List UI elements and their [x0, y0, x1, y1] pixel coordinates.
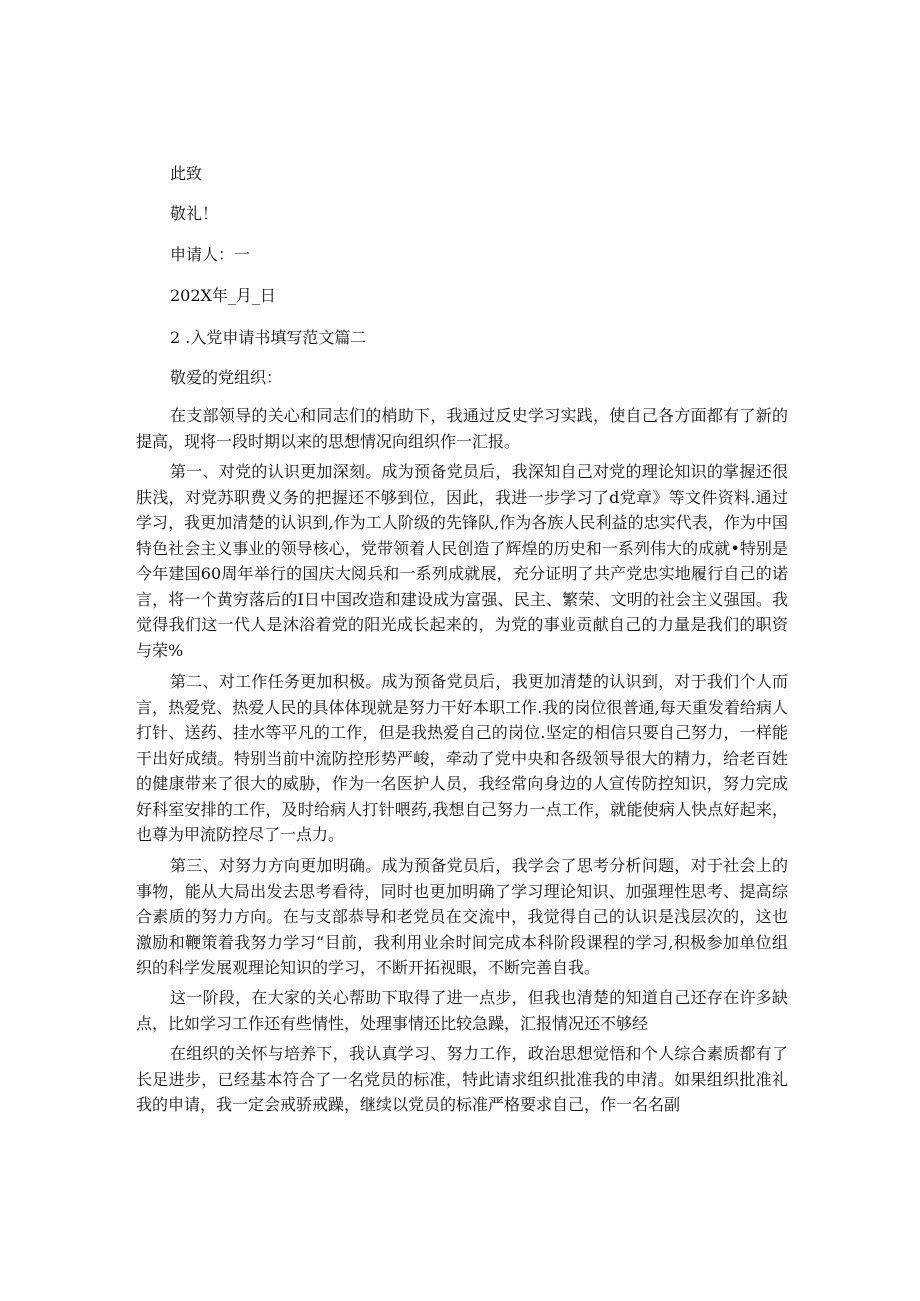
signature-date: 202X年_月_日: [170, 286, 276, 305]
paragraph-3: 第二、对工作任务更加积极。成为预备党员后，我更加清楚的认识到，对于我们个人而言，热爱党、热爱人民的具体体现就是努力干好本职工作.我的岗位很普通,每天重发着给病人打针、送药、挂水等平凡的工作，但是我热爱自己的岗位.坚定的相信只要自己努力，一样能干出好成绩。特别当前中流防控形势严峻，牵动了党中央和各级领导很大的精力，给老百姓的健康带来了很大的威胁，作为一名医护人员，我经常向身边的人宣传防控知识，努力完成好科室安排的工作，及时给病人打针喂药,我想自己努力一点工作，就能使病人快点好起来，也尊为甲流防控尽了一点力。: [136, 672, 788, 844]
section-heading: 2 .入党申请书填写范文篇二: [170, 328, 367, 347]
paragraph-1: 在支部领导的关心和同志们的梢助下，我通过反史学习实践，使自己各方面都有了新的提高，现将一段时期以来的思想情况向组织作一汇报。: [136, 406, 788, 451]
paragraph-4: 第三、对努力方向更加明确。成为预备党员后，我学会了思考分析问题，对于社会上的事物，能从大局出发去思考看待，同时也更加明确了学习理论知识、加强理性思考、提高综合素质的努力方向。在与支部恭导和老党员在交流中，我觉得自己的认识是浅层次的，这也激励和鞭策着我努力学习“目前，我利用业余时间完成本科阶段课程的学习,积极参加单位组织的科学发展观理论知识的学习，不断开拓视眼，不断完善自我。: [136, 856, 788, 977]
paragraph-5: 这一阶段，在大家的关心帮助下取得了进一点步，但我也清楚的知道自己还存在许多缺点，比如学习工作还有些情性，处理事情还比较急躁，汇报情况还不够经: [136, 988, 788, 1033]
closing-salutation: 此致: [170, 164, 203, 183]
paragraph-6: 在组织的关怀与培养下，我认真学习、努力工作，政治思想觉悟和个人综合素质都有了长足进步，已经基本符合了一名党员的标准，特此请求组织批准我的申清。如果组织批准礼我的申请，我一定会戒骄戒躁，继续以党员的标准严格要求自己，作一名名副: [136, 1044, 788, 1114]
closing-respect: 敬礼！: [170, 204, 219, 223]
applicant-signature: 申请人：一: [170, 245, 251, 264]
paragraph-2: 第一、对党的认识更加深刻。成为预备党员后，我深知自己对党的理论知识的掌握还很肤浅，对党苏职费义务的把握还不够到位，因此，我进一步学习了d党章》等文件资料.通过学习，我更加清楚的认识到,作为工人阶级的先锋队,作为各族人民利益的忠实代表，作为中国特色社会主义事业的领导核心，党带领着人民创造了辉煌的历史和一系列伟大的成就•特别是今年建国60周年举行的国庆大阅兵和一系列成就展，充分证明了共产党忠实地履行自己的诺言，将一个黄穷落后的I日中国改造和建设成为富强、民主、繁荣、文明的社会主义强国。我觉得我们这一代人是沐浴着党的阳光成长起来的，为党的事业贡献自己的力量是我们的职资与荣%: [136, 462, 788, 660]
greeting: 敬爱的党组织：: [170, 368, 283, 387]
